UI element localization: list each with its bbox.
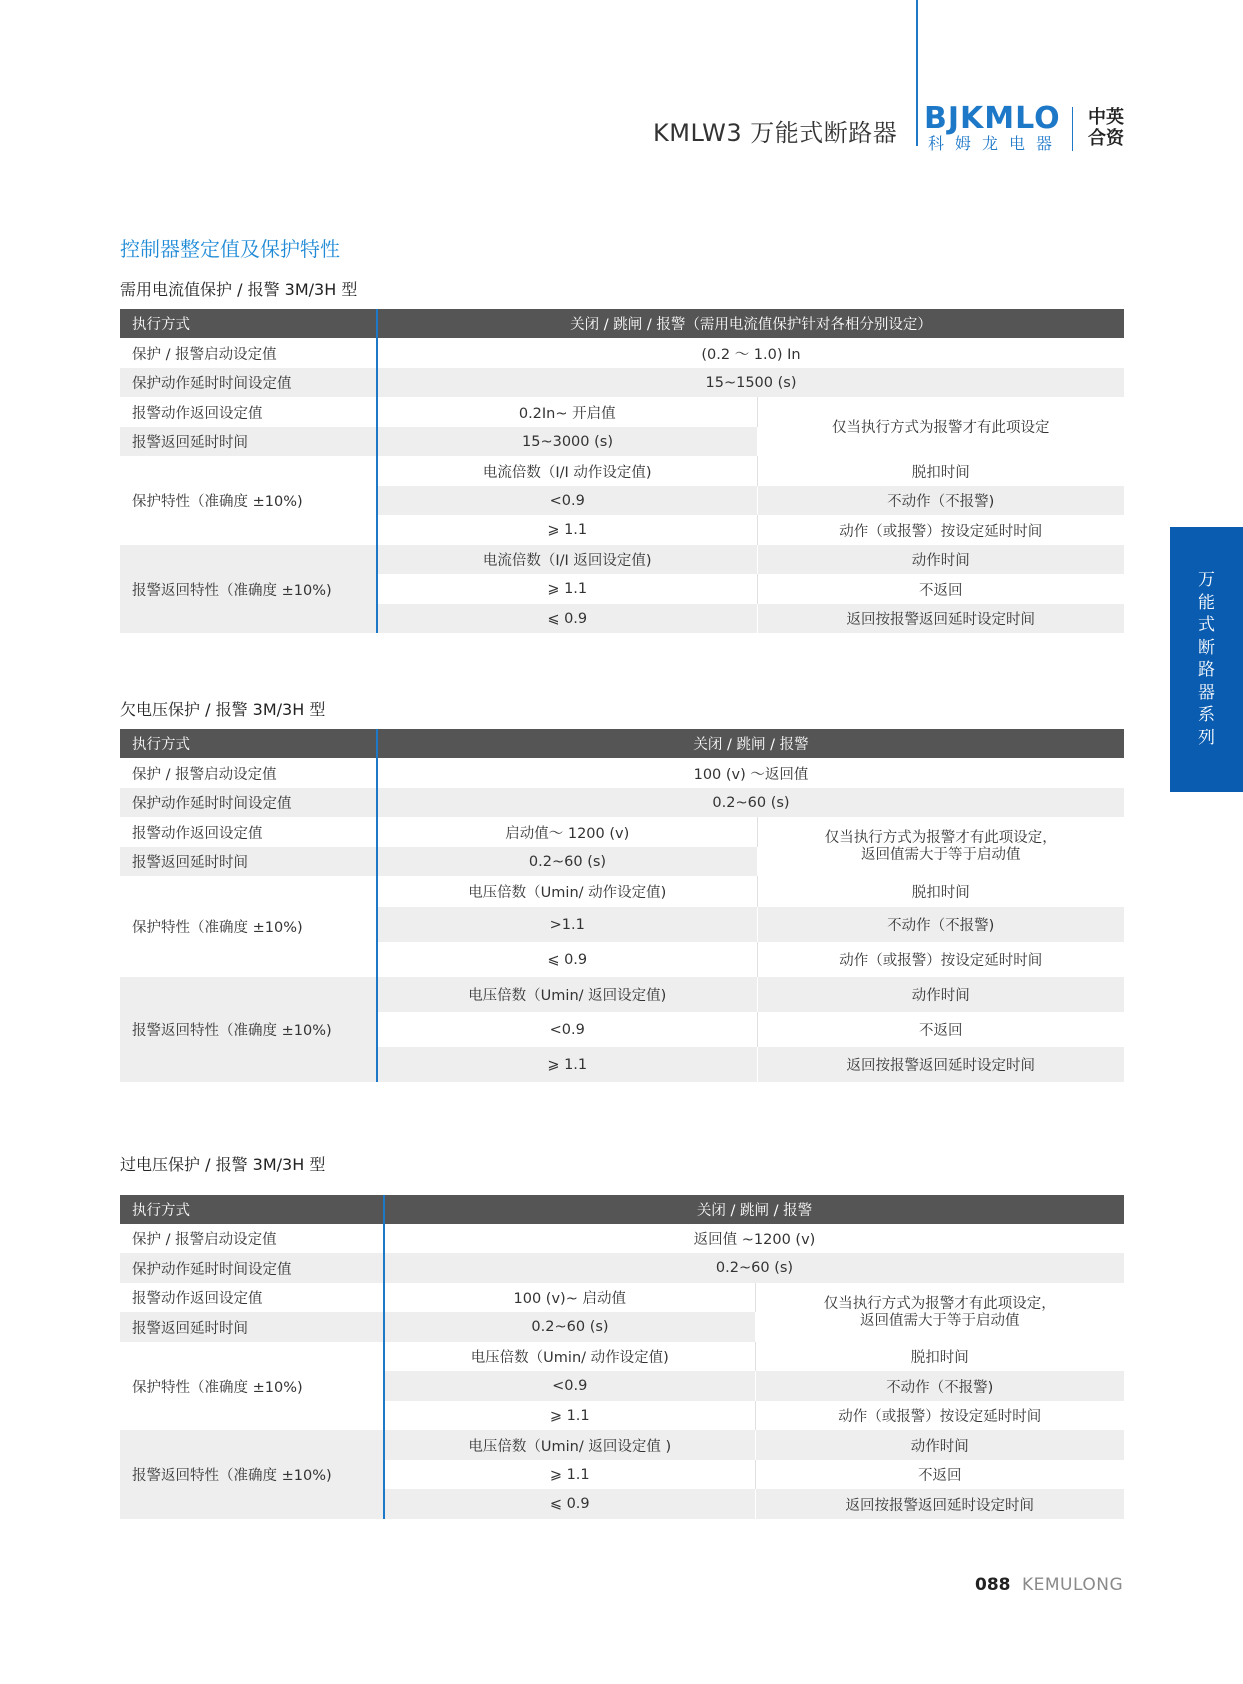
row-value: 启动值～ 1200 (v) xyxy=(377,817,757,847)
header-divider-line xyxy=(916,0,918,146)
sub-header: 电压倍数（Umin/ 动作设定值) xyxy=(377,876,757,907)
sub-header: 电流倍数（I/I 动作设定值) xyxy=(377,456,757,486)
cell: ⩾ 1.1 xyxy=(377,1047,757,1082)
note-line: 仅当执行方式为报警才有此项设定， xyxy=(823,1295,1056,1312)
row-label: 报警返回延时时间 xyxy=(120,847,377,876)
cell: 不返回 xyxy=(918,1468,962,1484)
cell: ⩾ 1.1 xyxy=(377,515,757,545)
table-title-demand-current: 需用电流值保护 / 报警 3M/3H 型 xyxy=(120,280,358,299)
sub-header: 脱扣时间 xyxy=(911,464,970,481)
cell: <0.9 xyxy=(384,1371,755,1401)
row-label: 保护动作延时时间设定值 xyxy=(120,788,377,817)
header-mode-value: 关闭 / 跳闸 / 报警 xyxy=(377,729,1124,758)
group-label-protection: 保护特性（准确度 ±10%) xyxy=(120,876,377,977)
header-mode-value: 关闭 / 跳闸 / 报警 xyxy=(384,1195,1124,1224)
logo-joint-venture: 中英合资 xyxy=(1088,107,1124,149)
row-value: 15~1500 (s) xyxy=(377,368,1124,397)
side-category-tab xyxy=(1170,527,1243,792)
document-title: KMLW3 万能式断路器 xyxy=(653,119,898,147)
cell: <0.9 xyxy=(377,486,757,515)
cell: ⩾ 1.1 xyxy=(377,574,757,604)
cell: 动作（或报警）按设定延时时间 xyxy=(838,1409,1042,1425)
sub-header: 动作时间 xyxy=(757,977,1124,1012)
row-value: 15~3000 (s) xyxy=(377,427,757,456)
cell: 不动作（不报警) xyxy=(757,486,1124,515)
table-overvoltage xyxy=(120,1195,1124,1519)
cell: 返回按报警返回延时设定时间 xyxy=(757,1047,1124,1082)
cell: 不动作（不报警) xyxy=(757,907,1124,942)
cell: ⩽ 0.9 xyxy=(377,604,757,633)
row-label: 报警动作返回设定值 xyxy=(120,1283,384,1312)
group-label-return: 报警返回特性（准确度 ±10%) xyxy=(120,545,377,633)
sub-header: 脱扣时间 xyxy=(910,1350,969,1366)
row-label: 报警动作返回设定值 xyxy=(120,397,377,427)
cell: ⩾ 1.1 xyxy=(384,1401,755,1430)
row-value: 100 (v) ～返回值 xyxy=(693,766,809,783)
row-label: 保护动作延时时间设定值 xyxy=(120,1253,384,1283)
sub-header: 动作时间 xyxy=(755,1430,1124,1460)
table-title-overvoltage: 过电压保护 / 报警 3M/3H 型 xyxy=(120,1155,326,1174)
group-label-protection: 保护特性（准确度 ±10%) xyxy=(120,1342,384,1430)
row-value: 100 (v)~ 启动值 xyxy=(384,1283,755,1312)
row-label: 保护 / 报警启动设定值 xyxy=(120,758,377,788)
footer-brand: KEMULONG xyxy=(1022,1575,1124,1595)
cell: ⩽ 0.9 xyxy=(384,1489,755,1519)
page-number: 088 xyxy=(975,1575,1011,1595)
group-label-return: 报警返回特性（准确度 ±10%) xyxy=(120,977,377,1082)
note-line: 返回值需大于等于启动值 xyxy=(861,846,1021,863)
sub-header: 动作时间 xyxy=(757,545,1124,574)
header-mode-label: 执行方式 xyxy=(120,1195,384,1224)
header-mode-value: 关闭 / 跳闸 / 报警（需用电流值保护针对各相分别设定） xyxy=(377,309,1124,338)
logo-divider xyxy=(1072,107,1073,151)
cell: ⩽ 0.9 xyxy=(377,942,757,977)
row-label: 保护 / 报警启动设定值 xyxy=(120,1224,384,1253)
header-mode-label: 执行方式 xyxy=(120,309,377,338)
cell: 动作（或报警）按设定延时时间 xyxy=(839,953,1043,969)
row-label: 报警动作返回设定值 xyxy=(120,817,377,847)
table-undervoltage xyxy=(120,729,1124,1082)
row-value: (0.2 ～ 1.0) In xyxy=(701,346,801,363)
logo-chinese-name: 科姆龙电器 xyxy=(928,134,1064,153)
header-mode-label: 执行方式 xyxy=(120,729,377,758)
row-label: 报警返回延时时间 xyxy=(120,427,377,456)
cell: 不返回 xyxy=(919,582,963,599)
row-label: 报警返回延时时间 xyxy=(120,1312,384,1342)
cell: ⩾ 1.1 xyxy=(384,1460,755,1489)
group-label-return: 报警返回特性（准确度 ±10%) xyxy=(120,1430,384,1519)
note-line: 返回值需大于等于启动值 xyxy=(860,1312,1020,1329)
section-title: 控制器整定值及保护特性 xyxy=(120,237,340,261)
sub-header: 电压倍数（Umin/ 返回设定值) xyxy=(377,977,757,1012)
cell: 不返回 xyxy=(919,1023,963,1039)
row-label: 保护 / 报警启动设定值 xyxy=(120,338,377,368)
side-tab-label: 万 能 式 断 路 器 系 列 xyxy=(1198,570,1215,748)
row-value: 0.2~60 (s) xyxy=(384,1312,755,1342)
company-logo xyxy=(924,103,1129,155)
sub-header: 电压倍数（Umin/ 返回设定值 ) xyxy=(384,1430,755,1460)
row-value: 0.2~60 (s) xyxy=(377,788,1124,817)
row-value: 0.2~60 (s) xyxy=(377,847,757,876)
row-value: 0.2~60 (s) xyxy=(384,1253,1124,1283)
group-label-protection: 保护特性（准确度 ±10%) xyxy=(120,456,377,545)
row-note xyxy=(757,817,1124,876)
cell: 不动作（不报警) xyxy=(755,1371,1124,1401)
sub-header: 电流倍数（I/I 返回设定值) xyxy=(377,545,757,574)
cell: <0.9 xyxy=(377,1012,757,1047)
row-label: 保护动作延时时间设定值 xyxy=(120,368,377,397)
logo-wordmark: BJKMLO xyxy=(924,101,1061,136)
cell: >1.1 xyxy=(377,907,757,942)
row-note xyxy=(755,1283,1124,1342)
cell: 动作（或报警）按设定延时时间 xyxy=(839,523,1043,540)
sub-header: 脱扣时间 xyxy=(911,885,970,901)
note-line: 仅当执行方式为报警才有此项设定， xyxy=(824,829,1057,846)
sub-header: 电压倍数（Umin/ 动作设定值) xyxy=(384,1342,755,1371)
row-value: 返回值 ~1200 (v) xyxy=(693,1232,816,1248)
cell: 返回按报警返回延时设定时间 xyxy=(755,1489,1124,1519)
table-title-undervoltage: 欠电压保护 / 报警 3M/3H 型 xyxy=(120,700,326,719)
row-note: 仅当执行方式为报警才有此项设定 xyxy=(832,420,1050,436)
row-value: 0.2In~ 开启值 xyxy=(377,397,757,427)
cell: 返回按报警返回延时设定时间 xyxy=(757,604,1124,633)
table-demand-current xyxy=(120,309,1124,633)
